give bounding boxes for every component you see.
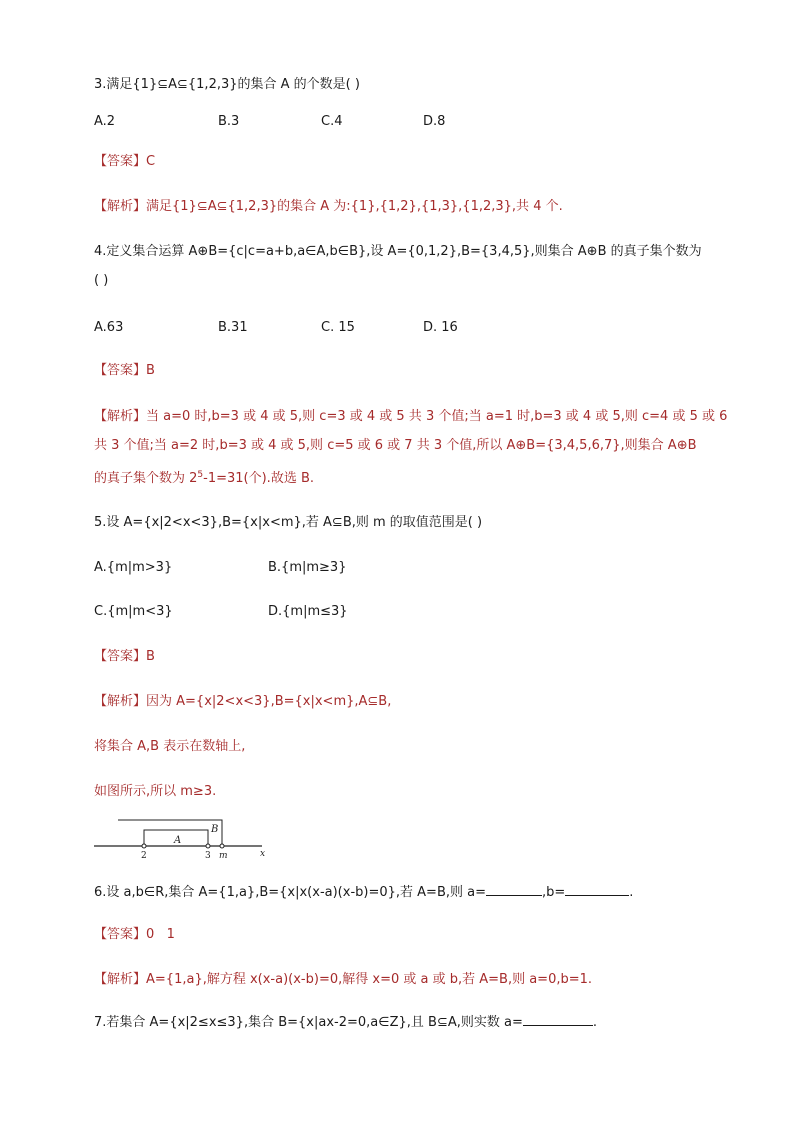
q4-option-d: D. 16	[423, 320, 458, 335]
answer-blank-a	[486, 883, 542, 896]
label-a: A	[174, 835, 182, 846]
q5-stem: 5.设 A={x|2<x<3},B={x|x<m},若 A⊆B,则 m 的取值范围是( )	[94, 515, 483, 530]
q3-option-a: A.2	[94, 114, 116, 129]
tick-2: 2	[141, 851, 147, 861]
stem-text: 6.设 a,b∈R,集合 A={1,a},B={x|x(x-a)(x-b)=0},若 A=B,则 a=	[94, 885, 486, 900]
answer-value: B	[146, 649, 155, 664]
q4-option-a: A.63	[94, 320, 124, 335]
stem-text: .	[592, 1015, 597, 1030]
stem-text: .	[629, 885, 634, 900]
exponent: 5	[197, 470, 204, 480]
analysis-text: -1=31(个).故选 B.	[203, 471, 314, 486]
q3-option-b: B.3	[218, 114, 240, 129]
q3-option-c: C.4	[321, 114, 343, 129]
q3-analysis	[94, 198, 563, 216]
q6-answer	[94, 926, 175, 944]
q5-option-d: D.{m|m≤3}	[268, 604, 348, 619]
q4-analysis-line2: 共 3 个值;当 a=2 时,b=3 或 4 或 5,则 c=5 或 6 或 7 共 3 个值,所以 A⊕B={3,4,5,6,7},则集合 A⊕B	[94, 438, 697, 453]
tick-3: 3	[205, 851, 211, 861]
q5-option-a: A.{m|m>3}	[94, 560, 173, 575]
analysis-text: 满足{1}⊆A⊆{1,2,3}的集合 A 为:{1},{1,2},{1,3},{1,2,3},共 4 个.	[146, 199, 563, 214]
analysis-tag: 【解析】	[94, 409, 147, 424]
q3-option-d: D.8	[423, 114, 446, 129]
analysis-tag: 【解析】	[94, 199, 147, 214]
q4-analysis-line1	[94, 408, 727, 426]
answer-value: B	[146, 363, 155, 378]
analysis-tag: 【解析】	[94, 972, 147, 987]
point-2	[142, 844, 146, 848]
q3-answer	[94, 153, 155, 171]
answer-tag: 【答案】	[94, 927, 147, 942]
q6-stem	[94, 883, 633, 902]
q5-answer	[94, 648, 155, 666]
q5-option-b: B.{m|m≥3}	[268, 560, 347, 575]
q4-stem-line1: 4.定义集合运算 A⊕B={c|c=a+b,a∈A,b∈B},设 A={0,1,2},B={3,4,5},则集合 A⊕B 的真子集个数为	[94, 244, 702, 259]
answer-tag: 【答案】	[94, 649, 147, 664]
q5-option-c: C.{m|m<3}	[94, 604, 173, 619]
analysis-text: A={1,a},解方程 x(x-a)(x-b)=0,解得 x=0 或 a 或 b,若 A=B,则 a=0,b=1.	[146, 972, 593, 987]
set-b-bracket	[118, 820, 222, 846]
analysis-text: 因为 A={x|2<x<3},B={x|x<m},A⊆B,	[146, 694, 392, 709]
answer-blank-b	[565, 883, 629, 896]
answer-tag: 【答案】	[94, 363, 147, 378]
q4-option-b: B.31	[218, 320, 248, 335]
analysis-text: 的真子集个数为 2	[94, 471, 198, 486]
point-3	[206, 844, 210, 848]
q7-stem	[94, 1013, 597, 1032]
answer-value: 0 1	[146, 927, 175, 942]
q4-stem-line2: ( )	[94, 273, 109, 288]
analysis-text: 当 a=0 时,b=3 或 4 或 5,则 c=3 或 4 或 5 共 3 个值;当 a=1 时,b=3 或 4 或 5,则 c=4 或 5 或 6	[146, 409, 728, 424]
answer-tag: 【答案】	[94, 154, 147, 169]
answer-value: C	[146, 154, 156, 169]
q5-analysis-line3: 如图所示,所以 m≥3.	[94, 784, 217, 799]
q3-stem: 3.满足{1}⊆A⊆{1,2,3}的集合 A 的个数是( )	[94, 77, 360, 92]
q5-analysis-line1	[94, 693, 391, 711]
point-m	[220, 844, 224, 848]
stem-text: ,b=	[542, 885, 566, 900]
stem-text: 7.若集合 A={x|2≤x≤3},集合 B={x|ax-2=0,a∈Z},且 B⊆A,则实数 a=	[94, 1015, 523, 1030]
analysis-tag: 【解析】	[94, 694, 147, 709]
q4-answer	[94, 362, 155, 380]
label-b: B	[211, 824, 219, 835]
number-line-figure	[90, 810, 280, 862]
q4-option-c: C. 15	[321, 320, 355, 335]
answer-blank	[523, 1013, 593, 1026]
q6-analysis	[94, 971, 592, 989]
q5-analysis-line2: 将集合 A,B 表示在数轴上,	[94, 739, 246, 754]
tick-m: m	[219, 851, 228, 861]
axis-x-label: x	[260, 849, 266, 859]
q4-analysis-line3	[94, 466, 314, 488]
